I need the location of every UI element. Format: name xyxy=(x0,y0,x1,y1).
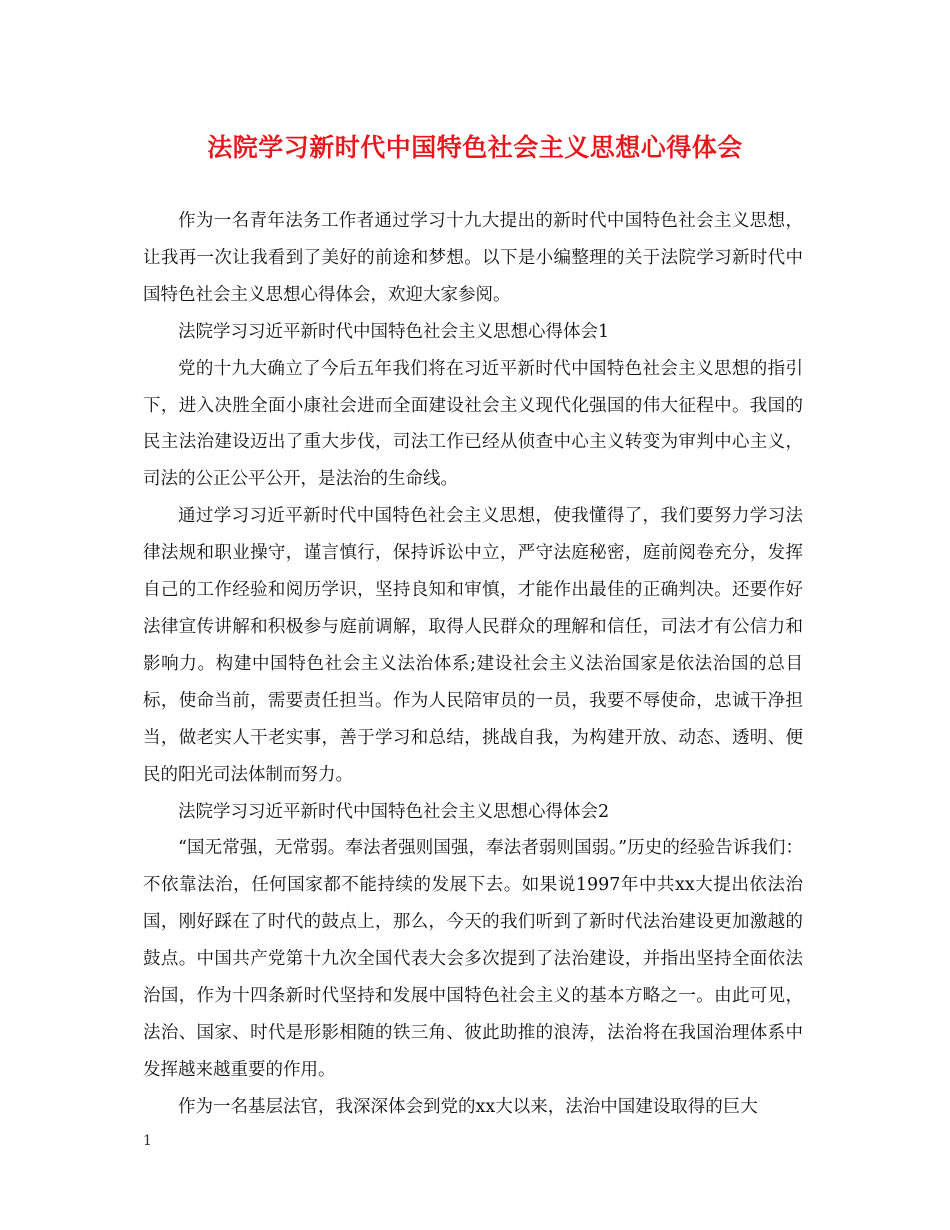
section-heading-1: 法院学习习近平新时代中国特色社会主义思想心得体会1 xyxy=(178,321,610,342)
body-paragraph: “国无常强，无常弱。奉法者强则国强，奉法者弱则国弱。”历史的经验告诉我们：不依靠法治，任何国家都不能持续的发展下去。如果说1997年中共xx大提出依法治国，刚好踩在了时代的鼓点上，那么，今天的我们听到了新时代法治建设更加激越的鼓点。中国共产党第十九次全国代表大会多次提到了法治建设，并指出坚持全面依法治国，作为十四条新时代坚持和发展中国特色社会主义的基本方略之一。由此可见，法治、国家、时代是形影相随的铁三角、彼此助推的浪涛，法治将在我国治理体系中发挥越来越重要的作用。 xyxy=(143,838,803,1080)
body-paragraph: 作为一名基层法官，我深深体会到党的xx大以来，法治中国建设取得的巨大 xyxy=(178,1096,758,1117)
body-paragraph: 党的十九大确立了今后五年我们将在习近平新时代中国特色社会主义思想的指引下，进入决胜全面小康社会进而全面建设社会主义现代化强国的伟大征程中。我国的民主法治建设迈出了重大步伐，司法工作已经从侦查中心主义转变为审判中心主义，司法的公正公平公开，是法治的生命线。 xyxy=(143,358,803,490)
document-title: 法院学习新时代中国特色社会主义思想心得体会 xyxy=(207,133,743,162)
document-body xyxy=(143,203,803,1126)
intro-paragraph: 作为一名青年法务工作者通过学习十九大提出的新时代中国特色社会主义思想，让我再一次让我看到了美好的前途和梦想。以下是小编整理的关于法院学习新时代中国特色社会主义思想心得体会，欢迎大家参阅。 xyxy=(143,211,803,305)
body-paragraph: 通过学习习近平新时代中国特色社会主义思想，使我懂得了，我们要努力学习法律法规和职业操守，谨言慎行，保持诉讼中立，严守法庭秘密，庭前阅卷充分，发挥自己的工作经验和阅历学识，坚持良知和审慎，才能作出最佳的正确判决。还要作好法律宣传讲解和积极参与庭前调解，取得人民群众的理解和信任，司法才有公信力和影响力。构建中国特色社会主义法治体系;建设社会主义法治国家是依法治国的总目标，使命当前，需要责任担当。作为人民陪审员的一员，我要不辱使命，忠诚干净担当，做老实人干老实事，善于学习和总结，挑战自我，为构建开放、动态、透明、便民的阳光司法体制而努力。 xyxy=(143,506,803,785)
section-heading-2: 法院学习习近平新时代中国特色社会主义思想心得体会2 xyxy=(178,801,610,822)
page-number: 1 xyxy=(143,1133,152,1149)
